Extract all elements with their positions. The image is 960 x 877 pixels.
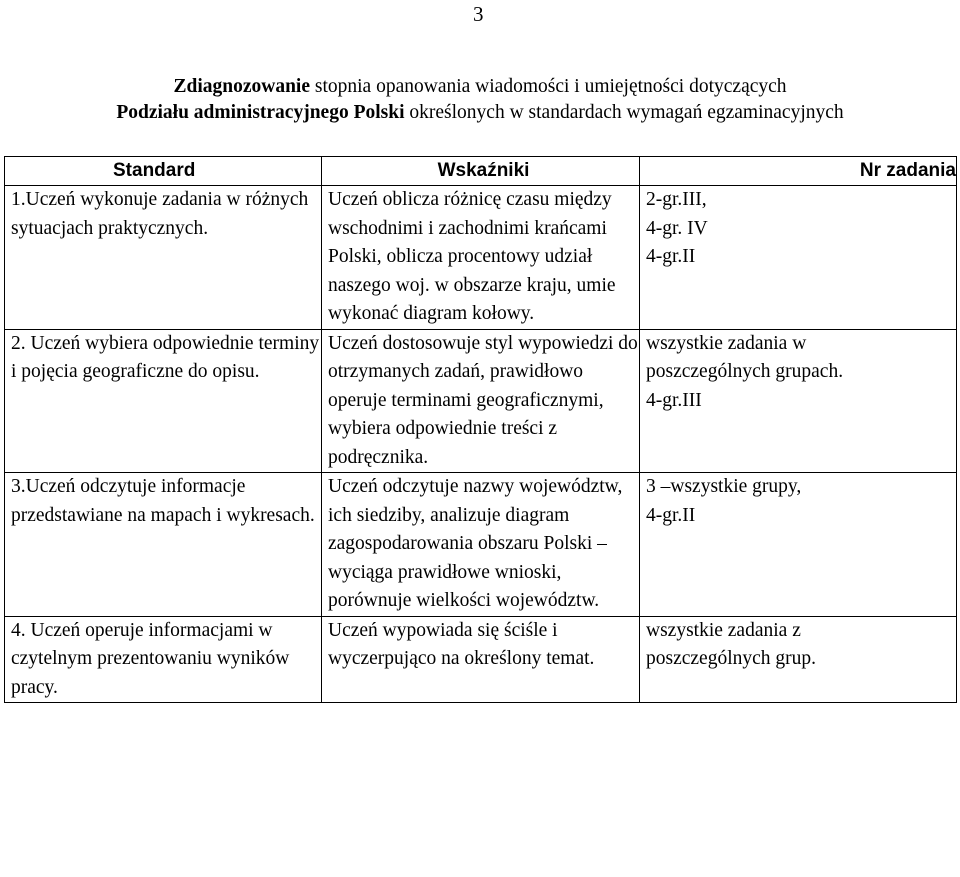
header-standard: Standard (5, 157, 322, 186)
header-wskazniki: Wskaźniki (322, 157, 640, 186)
table-header-row (5, 157, 957, 186)
table-row (5, 329, 957, 473)
table-row (5, 616, 957, 703)
page-number: 3 (473, 2, 484, 26)
cell-standard: 2. Uczeń wybiera odpowiednie terminy i pojęcia geograficzne do opisu. (5, 329, 322, 473)
header-nr-zadania: Nr zadania (640, 157, 957, 186)
table-row (5, 473, 957, 617)
title-line-2-rest: określonych w standardach wymagań egzaminacyjnych (404, 102, 844, 123)
cell-nr-zadania (640, 616, 957, 703)
title-line-2 (0, 100, 960, 126)
cell-standard: 4. Uczeń operuje informacjami w czytelnym prezentowaniu wyników pracy. (5, 616, 322, 703)
cell-standard: 3.Uczeń odczytuje informacje przedstawiane na mapach i wykresach. (5, 473, 322, 617)
cell-wskazniki: Uczeń odczytuje nazwy województw, ich siedziby, analizuje diagram zagospodarowania obszaru Polski – wyciąga prawidłowe wnioski, porównuje wielkości województw. (322, 473, 640, 617)
nr-zadania-line: wszystkie zadania z (646, 619, 801, 641)
nr-zadania-line: 4-gr.II (646, 504, 696, 526)
table-row (5, 186, 957, 330)
cell-wskazniki: Uczeń wypowiada się ściśle i wyczerpująco na określony temat. (322, 616, 640, 703)
title-line-2-bold: Podziału administracyjnego Polski (116, 102, 405, 123)
nr-zadania-line: poszczególnych grupach. (646, 361, 844, 382)
nr-zadania-line: 2-gr.III, (646, 189, 707, 210)
nr-zadania-line: wszystkie zadania w (646, 332, 807, 354)
nr-zadania-line: 4-gr. IV (646, 217, 708, 239)
standards-table (4, 156, 957, 703)
cell-wskazniki: Uczeń dostosowuje styl wypowiedzi do otrzymanych zadań, prawidłowo operuje terminami geograficznymi, wybiera odpowiednie treści z podręcznika. (322, 329, 640, 473)
cell-standard: 1.Uczeń wykonuje zadania w różnych sytuacjach praktycznych. (5, 186, 322, 330)
cell-wskazniki: Uczeń oblicza różnicę czasu między wschodnimi i zachodnimi krańcami Polski, oblicza procentowy udział naszego woj. w obszarze kraju, umie wykonać diagram kołowy. (322, 186, 640, 330)
standards-table-wrapper (4, 156, 956, 703)
document-title (0, 74, 960, 126)
title-line-1-rest: stopnia opanowania wiadomości i umiejętności dotyczących (310, 76, 787, 97)
cell-nr-zadania (640, 329, 957, 473)
title-line-1-bold: Zdiagnozowanie (173, 76, 310, 97)
cell-nr-zadania (640, 186, 957, 330)
title-line-1 (0, 74, 960, 100)
cell-nr-zadania (640, 473, 957, 617)
nr-zadania-line: 4-gr.III (646, 389, 702, 411)
nr-zadania-line: poszczególnych grup. (646, 648, 817, 669)
nr-zadania-line: 4-gr.II (646, 246, 696, 267)
nr-zadania-line: 3 –wszystkie grupy, (646, 476, 802, 497)
